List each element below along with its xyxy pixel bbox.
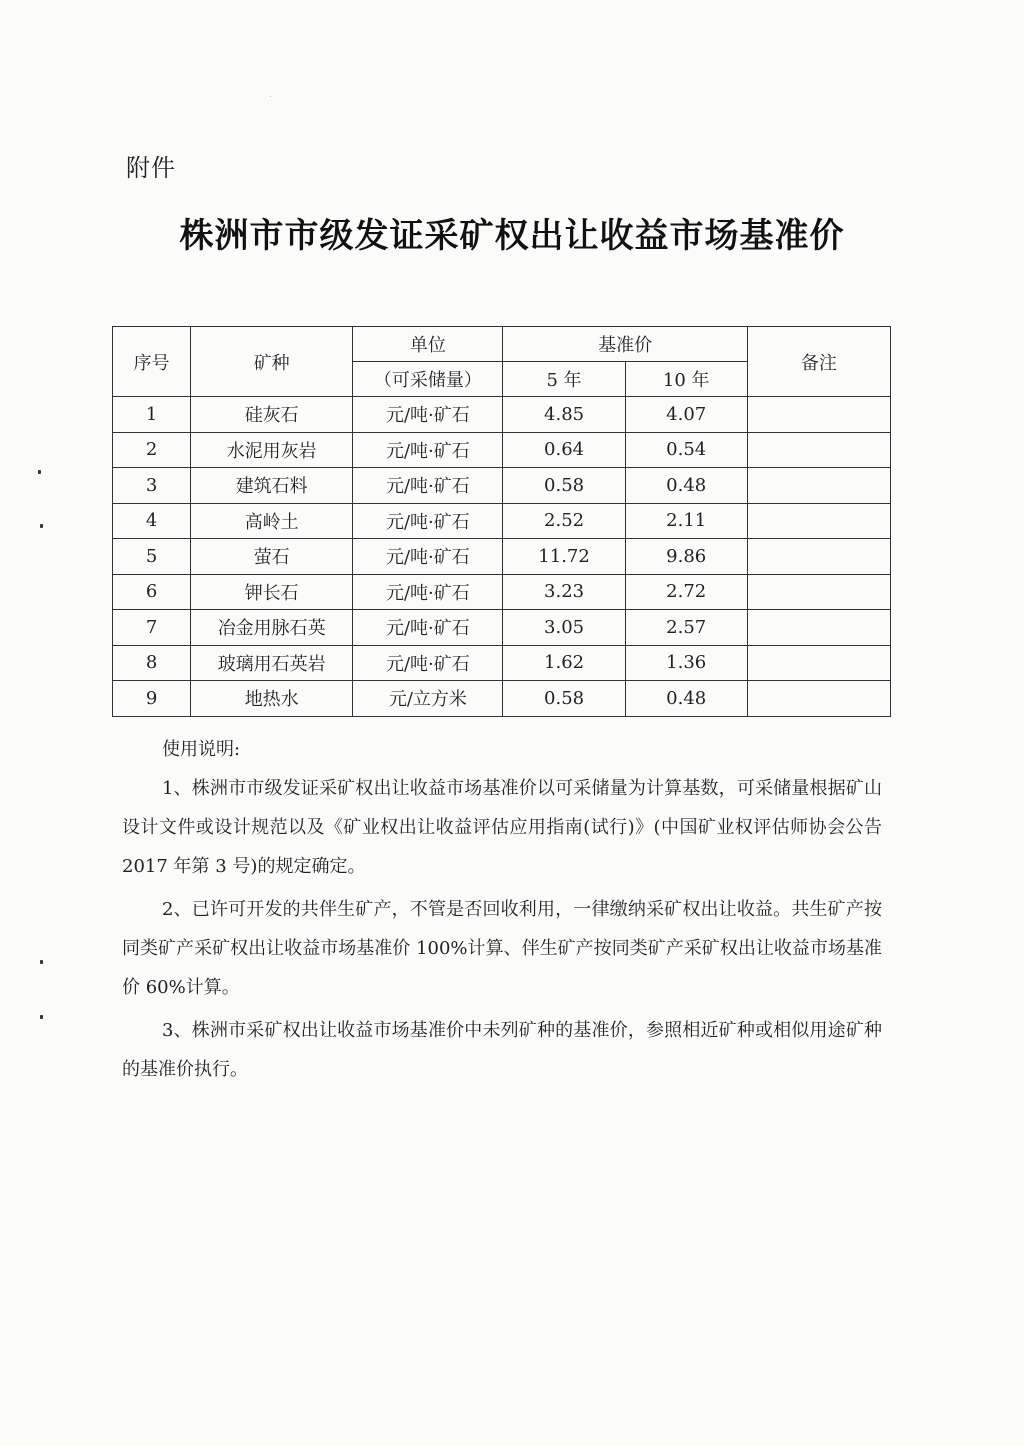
cell-seq: 5 xyxy=(113,539,191,575)
cell-remark xyxy=(747,503,890,539)
note-item: 3、株洲市采矿权出让收益市场基准价中未列矿种的基准价，参照相近矿种或相似用途矿种的基准价执行。 xyxy=(122,1020,882,1080)
header-seq: 序号 xyxy=(113,327,191,397)
header-unit-sub: （可采储量） xyxy=(353,362,503,397)
cell-seq: 4 xyxy=(113,503,191,539)
cell-ten-year: 9.86 xyxy=(625,539,747,575)
cell-five-year: 2.52 xyxy=(503,503,625,539)
cell-ten-year: 1.36 xyxy=(625,645,747,681)
scan-speck xyxy=(40,524,43,528)
cell-ten-year: 0.48 xyxy=(625,468,747,504)
header-remark: 备注 xyxy=(747,327,890,397)
attachment-label: 附件 xyxy=(126,154,176,182)
usage-notes xyxy=(122,730,882,1093)
document-title: 株洲市市级发证采矿权出让收益市场基准价 xyxy=(179,216,845,256)
cell-remark xyxy=(747,468,890,504)
cell-unit: 元/吨·矿石 xyxy=(353,610,503,646)
cell-ten-year: 0.48 xyxy=(625,681,747,717)
cell-seq: 8 xyxy=(113,645,191,681)
cell-remark xyxy=(747,574,890,610)
scan-speck xyxy=(40,1015,43,1019)
cell-remark xyxy=(747,610,890,646)
cell-mineral: 冶金用脉石英 xyxy=(191,610,353,646)
cell-mineral: 建筑石料 xyxy=(191,468,353,504)
table-row xyxy=(113,539,891,575)
cell-ten-year: 2.72 xyxy=(625,574,747,610)
table-row xyxy=(113,468,891,504)
table-row xyxy=(113,503,891,539)
cell-five-year: 1.62 xyxy=(503,645,625,681)
scan-speck xyxy=(40,960,43,964)
cell-seq: 7 xyxy=(113,610,191,646)
note-item: 1、株洲市市级发证采矿权出让收益市场基准价以可采储量为计算基数，可采储量根据矿山设计文件或设计规范以及《矿业权出让收益评估应用指南(试行)》(中国矿业权评估师协会公告 2017 年第 3 号)的规定确定。 xyxy=(122,778,882,877)
header-benchmark-price: 基准价 xyxy=(503,327,747,362)
cell-remark xyxy=(747,645,890,681)
cell-remark xyxy=(747,432,890,468)
cell-ten-year: 2.57 xyxy=(625,610,747,646)
header-row-1 xyxy=(113,327,891,362)
header-mineral: 矿种 xyxy=(191,327,353,397)
table-row xyxy=(113,645,891,681)
cell-mineral: 高岭土 xyxy=(191,503,353,539)
cell-unit: 元/吨·矿石 xyxy=(353,503,503,539)
cell-mineral: 玻璃用石英岩 xyxy=(191,645,353,681)
cell-seq: 3 xyxy=(113,468,191,504)
cell-five-year: 3.23 xyxy=(503,574,625,610)
cell-five-year: 0.64 xyxy=(503,432,625,468)
cell-unit: 元/吨·矿石 xyxy=(353,432,503,468)
cell-seq: 1 xyxy=(113,397,191,433)
table-row xyxy=(113,681,891,717)
cell-five-year: 0.58 xyxy=(503,468,625,504)
cell-five-year: 11.72 xyxy=(503,539,625,575)
cell-mineral: 萤石 xyxy=(191,539,353,575)
header-unit: 单位 xyxy=(353,327,503,362)
table-row xyxy=(113,397,891,433)
cell-seq: 6 xyxy=(113,574,191,610)
cell-unit: 元/立方米 xyxy=(353,681,503,717)
cell-ten-year: 0.54 xyxy=(625,432,747,468)
cell-remark xyxy=(747,681,890,717)
cell-mineral: 钾长石 xyxy=(191,574,353,610)
cell-ten-year: 4.07 xyxy=(625,397,747,433)
cell-seq: 2 xyxy=(113,432,191,468)
note-item: 2、已许可开发的共伴生矿产，不管是否回收利用，一律缴纳采矿权出让收益。共生矿产按同类矿产采矿权出让收益市场基准价 100%计算、伴生矿产按同类矿产采矿权出让收益市场基准价 60%计算。 xyxy=(122,899,882,998)
cell-unit: 元/吨·矿石 xyxy=(353,468,503,504)
cell-unit: 元/吨·矿石 xyxy=(353,645,503,681)
notes-heading: 使用说明: xyxy=(162,739,241,760)
cell-unit: 元/吨·矿石 xyxy=(353,574,503,610)
paper-crease xyxy=(270,96,271,97)
cell-unit: 元/吨·矿石 xyxy=(353,539,503,575)
cell-five-year: 4.85 xyxy=(503,397,625,433)
benchmark-price-table xyxy=(112,326,891,717)
table-row xyxy=(113,574,891,610)
cell-seq: 9 xyxy=(113,681,191,717)
cell-mineral: 硅灰石 xyxy=(191,397,353,433)
cell-unit: 元/吨·矿石 xyxy=(353,397,503,433)
scan-speck xyxy=(38,470,41,474)
header-five-year: 5 年 xyxy=(503,362,625,397)
table-row xyxy=(113,432,891,468)
cell-ten-year: 2.11 xyxy=(625,503,747,539)
table-row xyxy=(113,610,891,646)
header-ten-year: 10 年 xyxy=(625,362,747,397)
cell-five-year: 0.58 xyxy=(503,681,625,717)
cell-five-year: 3.05 xyxy=(503,610,625,646)
cell-mineral: 地热水 xyxy=(191,681,353,717)
cell-remark xyxy=(747,539,890,575)
cell-mineral: 水泥用灰岩 xyxy=(191,432,353,468)
cell-remark xyxy=(747,397,890,433)
